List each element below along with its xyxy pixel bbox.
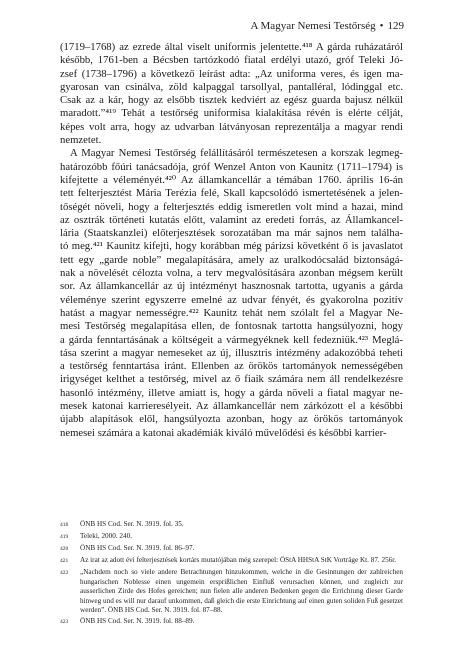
body-line: az osztrák történeti kutatás előtt, valamint az eredeti forrás, az Államkancel- xyxy=(60,213,403,226)
footnote xyxy=(60,617,403,628)
body-line: sor. Az államkancellár az új intézményt hasznosnak tartotta, ugyanis a gárda xyxy=(60,280,403,293)
body-line: a testőrség fenntartása iránt. Ellenben az örökös tartományok nemességében xyxy=(60,360,403,373)
footnote-number: 421 xyxy=(60,557,69,564)
footnote-text: ÖNB HS Cod. Ser. N. 3919. fol. 86–97. xyxy=(80,543,195,552)
footnote-text: Az irat az adott évi felterjesztések kortárs mutatójában még szerepel: ÖStA HHStA StK Vorträge Kt. 87. 256r. xyxy=(80,555,397,564)
running-header-title: A Magyar Nemesi Testőrség xyxy=(250,20,376,32)
body-line: tőségét növeli, hogy a felterjesztés eddig ismeretlen volt mind a hazai, mind xyxy=(60,200,403,213)
body-line: nemesei számára a katonai akadémiák kiváló művelődési és későbbi karrier- xyxy=(60,426,387,439)
footnote-number: 423 xyxy=(60,619,69,626)
body-line: irigységet kelthet a testőrség, mivel az ő fiaik számára nem áll rendelkezésre xyxy=(60,373,403,386)
body-line: nemzetet. xyxy=(60,134,102,147)
body-line: (1719–1768) az ezrede által viselt uniformis jelentette.⁴¹⁸ A gárda ruházatáról xyxy=(60,41,403,53)
footnote-number: 420 xyxy=(60,545,69,552)
body-line: tett egy „garde noble” megalapítására, amely az uralkodócsalád biztonságá- xyxy=(60,253,403,266)
body-line: gyarosan van csinálva, zöld kalpaggal tarsollyal, pantalléral, lódinggal etc. xyxy=(60,80,403,93)
body-line: újabb alapítások elől, hangsúlyozta azonban, hogy az örökös tartományok xyxy=(60,413,403,426)
body-line: a gárda fenntartásának a költségeit a vármegyéknek kell fedezniük.⁴²³ Meglá- xyxy=(60,333,403,346)
footnote-text: ÖNB HS Cod. Ser. N. 3919. fol. 88–89. xyxy=(80,617,195,626)
body-line: kifejtette a véleményét.⁴²⁰ Az államkancellár a témában 1760. április 16-án xyxy=(60,173,403,186)
header-separator: • xyxy=(379,20,384,32)
footnote-number: 418 xyxy=(60,522,69,528)
footnote xyxy=(60,520,403,531)
footnote xyxy=(60,568,403,616)
body-line: határozóbb főúri tanácsadója, gróf Wenzel Anton von Kaunitz (1711–1794) is xyxy=(60,160,403,173)
body-line: hatást a magyar nemességre.⁴²² Kaunitz tehát nem szólalt fel a Magyar Ne- xyxy=(60,306,403,319)
running-header xyxy=(60,20,404,32)
footnote xyxy=(60,532,403,543)
footnote-number: 422 xyxy=(60,569,69,576)
footnote xyxy=(60,544,403,555)
footnote-text: ÖNB HS Cod. Ser. N. 3919. fol. 35. xyxy=(80,520,184,528)
body-line: tett felterjesztést Mária Teréziа felé, Skall kapcsolódó ismertetésének a jelen- xyxy=(60,187,403,200)
body-line: mesek katonai karrieresélyeit. Az államkancellár nem zárkózott el a későbbi xyxy=(60,400,403,413)
footnotes xyxy=(60,520,403,629)
body-line: maradott.”⁴¹⁹ Tehát a testőrség uniformisa kialakítása révén is elérte célját, xyxy=(60,107,403,120)
body-line: Csak az a kár, hogy az elsőbb tisztek kedviért az egész guarda bajusz nélkül xyxy=(60,94,403,107)
body-line: nak a növelését célozta volna, a terv megvalósítására azonban mégsem került xyxy=(60,267,403,280)
body-line: zsef (1738–1796) a következő leírást adta: „Az uniforma veres, és igen ma- xyxy=(60,67,403,80)
footnote-number: 419 xyxy=(60,533,69,540)
body-text xyxy=(60,41,403,440)
body-line: hasonló intézmény, illetve amiatt is, hogy a gárda növeli a fiatal magyar ne- xyxy=(60,386,403,399)
body-line: tó meg.⁴²¹ Kaunitz kifejti, hogy korábban még párizsi követként ő is javaslatot xyxy=(60,240,403,253)
body-line: képes volt arra, hogy az udvarban látványosan reprezentálja a magyar rendi xyxy=(60,120,403,133)
body-line: tása szerint a magyar nemeseket az új, illusztris intézmény adakozóbbá teheti xyxy=(60,346,403,359)
footnote xyxy=(60,556,403,567)
page-number: 129 xyxy=(387,20,404,32)
body-line: véleménye szerint egyszerre emelné az udvar fényét, és gyakorolna pozitív xyxy=(60,293,403,306)
body-line: később, 1761-ben a Bécsben tartózkodó fiatal erdélyi utazó, gróf Teleki Jó- xyxy=(60,54,403,67)
footnote-text: Teleki, 2000. 240. xyxy=(80,531,132,540)
body-line: mesi Testőrség megalapítása ellen, de fontosnak tartotta hangsúlyozni, hogy xyxy=(60,320,403,333)
body-line: A Magyar Nemesi Testőrség felállításáról természetesen a korszak legmeg- xyxy=(70,147,403,160)
body-line: lária (Staatskanzlei) előterjesztések sorozatában ma már sajnos nem találha- xyxy=(60,227,403,240)
footnote-text: „Nachdem noch so viele andere Betrachtungen hinzukommen, welche in die Gesinnungen der zahlreichen hungarischen Noblesse einen ungemein ersprißlichen Einfluß verursachen können, und zugleich zur ausserlichen Zirde des Hofes gereichen; nun fielen alle anderen Bedenken gegen die Errichtung dieser Garde hinweg und es will nur darauf unkommen, daß gleich die erste Einrichtung auf einen guten soliden Fuß gesetzet werden”. ÖNB HS Cod. Ser. N. 3919. fol. 87–88. xyxy=(80,567,403,615)
